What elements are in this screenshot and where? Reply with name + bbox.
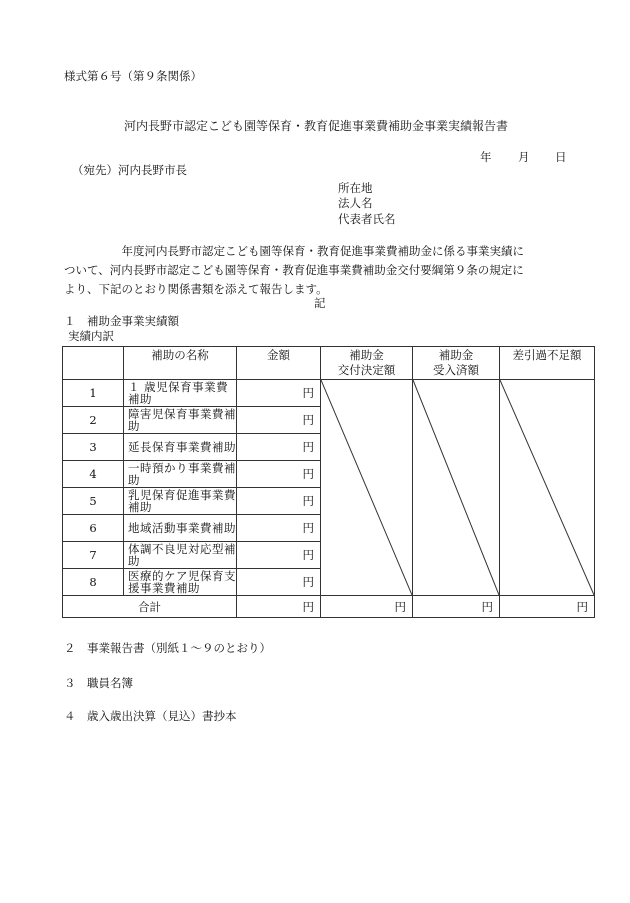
row-name: 一時預かり事業費補助 bbox=[124, 461, 237, 488]
row-number: 2 bbox=[63, 407, 124, 434]
body-line-2: ついて、河内長野市認定こども園等保育・教育促進事業費補助金交付要綱第９条の規定に bbox=[64, 263, 524, 277]
total-diff[interactable]: 円 bbox=[500, 596, 595, 618]
diagonal-line bbox=[321, 380, 412, 595]
row-amount[interactable]: 円 bbox=[237, 569, 321, 596]
sender-rep-label: 代表者氏名 bbox=[338, 212, 396, 226]
header-received bbox=[413, 347, 500, 380]
received-diagonal-cell bbox=[413, 380, 500, 596]
table-row bbox=[63, 380, 595, 407]
section-2-heading: ２ 事業報告書（別紙１～９のとおり） bbox=[64, 641, 271, 655]
document-title: 河内長野市認定こども園等保育・教育促進事業費補助金事業実績報告書 bbox=[124, 119, 509, 133]
row-amount[interactable]: 円 bbox=[237, 488, 321, 515]
diagonal-line bbox=[500, 380, 594, 595]
row-number: 5 bbox=[63, 488, 124, 515]
total-decided[interactable]: 円 bbox=[321, 596, 413, 618]
row-amount[interactable]: 円 bbox=[237, 407, 321, 434]
total-received[interactable]: 円 bbox=[413, 596, 500, 618]
row-name: 地域活動事業費補助 bbox=[124, 515, 237, 542]
row-name: 延長保育事業費補助 bbox=[124, 434, 237, 461]
date-day: 日 bbox=[555, 150, 567, 164]
header-decided-line2: 交付決定額 bbox=[337, 363, 396, 377]
row-amount[interactable]: 円 bbox=[237, 542, 321, 569]
row-amount[interactable]: 円 bbox=[237, 515, 321, 542]
form-number: 様式第６号（第９条関係） bbox=[64, 69, 202, 83]
header-received-line2: 受入済額 bbox=[433, 363, 479, 377]
row-number: 4 bbox=[63, 461, 124, 488]
body-paragraph bbox=[64, 242, 570, 299]
sender-corp-label: 法人名 bbox=[338, 196, 373, 210]
row-name: １ 歳児保育事業費補助 bbox=[124, 380, 237, 407]
sender-address-label: 所在地 bbox=[338, 181, 373, 195]
date-year: 年 bbox=[480, 150, 492, 164]
date-month: 月 bbox=[518, 150, 530, 164]
row-amount[interactable]: 円 bbox=[237, 461, 321, 488]
header-name: 補助の名称 bbox=[124, 347, 237, 380]
header-decided-line1: 補助金 bbox=[349, 348, 384, 362]
total-amount[interactable]: 円 bbox=[237, 596, 321, 618]
body-line-1: 年度河内長野市認定こども園等保育・教育促進事業費補助金に係る事業実績に bbox=[64, 244, 524, 258]
diagonal-line bbox=[413, 380, 499, 595]
header-diff: 差引過不足額 bbox=[500, 347, 595, 380]
total-label: 合計 bbox=[63, 596, 237, 618]
header-amount: 金額 bbox=[237, 347, 321, 380]
section-1-heading: １ 補助金事業実績額 bbox=[64, 314, 179, 328]
breakdown-subtitle: 実績内訳 bbox=[68, 329, 114, 343]
row-number: 7 bbox=[63, 542, 124, 569]
row-number: 3 bbox=[63, 434, 124, 461]
section-3-heading: ３ 職員名簿 bbox=[64, 676, 133, 690]
diff-diagonal-cell bbox=[500, 380, 595, 596]
header-received-line1: 補助金 bbox=[438, 348, 474, 362]
total-row bbox=[63, 596, 595, 618]
row-amount[interactable]: 円 bbox=[237, 434, 321, 461]
row-number: 6 bbox=[63, 515, 124, 542]
row-name: 体調不良児対応型補助 bbox=[124, 542, 237, 569]
row-name: 障害児保育事業費補助 bbox=[124, 407, 237, 434]
addressee: （宛先）河内長野市長 bbox=[72, 163, 187, 177]
row-name: 乳児保育促進事業費補助 bbox=[124, 488, 237, 515]
breakdown-table bbox=[62, 346, 594, 622]
body-line-3: より、下記のとおり関係書類を添えて報告します。 bbox=[64, 282, 328, 296]
row-name: 医療的ケア児保育支援事業費補助 bbox=[124, 569, 237, 596]
header-decided bbox=[321, 347, 413, 380]
table-header-row bbox=[63, 347, 595, 380]
section-4-heading: ４ 歳入歳出決算（見込）書抄本 bbox=[64, 709, 237, 723]
row-number: 1 bbox=[63, 380, 124, 407]
decided-diagonal-cell bbox=[321, 380, 413, 596]
record-heading: 記 bbox=[314, 296, 326, 310]
row-amount[interactable]: 円 bbox=[237, 380, 321, 407]
header-no bbox=[63, 347, 124, 380]
row-number: 8 bbox=[63, 569, 124, 596]
